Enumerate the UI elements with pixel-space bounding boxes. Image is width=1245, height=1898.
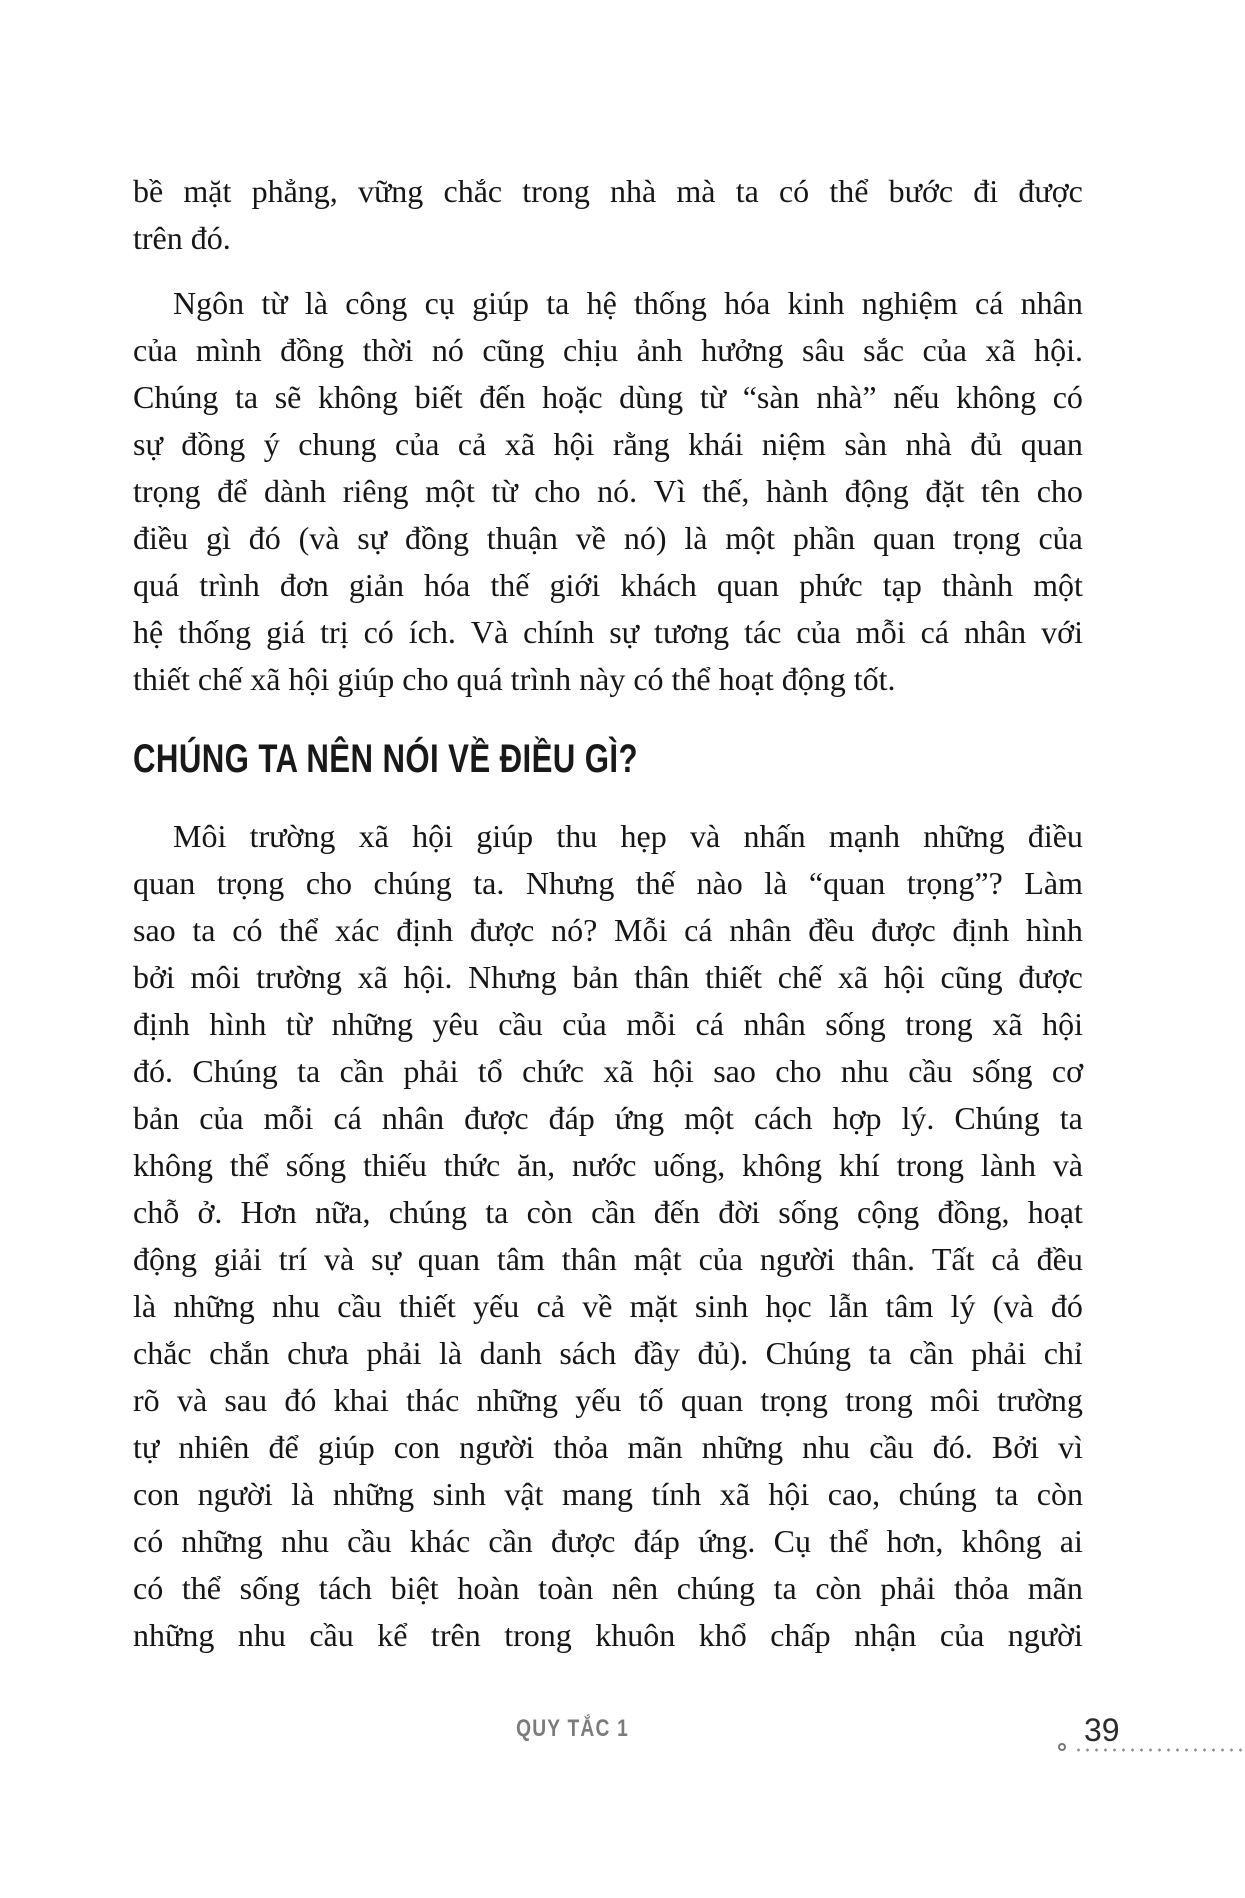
text-line: Ngôn từ là công cụ giúp ta hệ thống hóa kinh nghiệm cá nhân	[173, 285, 1083, 321]
text-line: động giải trí và sự quan tâm thân mật của người thân. Tất cả đều	[133, 1241, 1083, 1277]
text-line: tự nhiên để giúp con người thỏa mãn những nhu cầu đó. Bởi vì	[133, 1429, 1083, 1465]
dotted-divider	[1074, 1748, 1245, 1752]
text-line: không thể sống thiếu thức ăn, nước uống, không khí trong lành và	[133, 1147, 1083, 1183]
text-line: đó. Chúng ta cần phải tổ chức xã hội sao cho nhu cầu sống cơ	[133, 1053, 1083, 1089]
text-line: bề mặt phẳng, vững chắc trong nhà mà ta có thể bước đi được	[133, 173, 1083, 209]
text-line: sự đồng ý chung của cả xã hội rằng khái niệm sàn nhà đủ quan	[133, 426, 1083, 462]
text-line: thiết chế xã hội giúp cho quá trình này có thể hoạt động tốt.	[133, 661, 896, 697]
text-line: Môi trường xã hội giúp thu hẹp và nhấn mạnh những điều	[173, 818, 1083, 854]
text-line: rõ và sau đó khai thác những yếu tố quan trọng trong môi trường	[133, 1382, 1083, 1418]
paragraph	[133, 813, 1083, 1659]
section-heading	[133, 733, 1083, 785]
text-line: quá trình đơn giản hóa thế giới khách quan phức tạp thành một	[133, 567, 1083, 603]
text-block	[133, 168, 1083, 1659]
text-line: sao ta có thể xác định được nó? Mỗi cá nhân đều được định hình	[133, 912, 1083, 948]
text-line: điều gì đó (và sự đồng thuận về nó) là một phần quan trọng của	[133, 520, 1083, 556]
section-heading-text: CHÚNG TA NÊN NÓI VỀ ĐIỀU GÌ?	[133, 737, 638, 781]
text-line: chỗ ở. Hơn nữa, chúng ta còn cần đến đời sống cộng đồng, hoạt	[133, 1194, 1083, 1230]
text-line: Chúng ta sẽ không biết đến hoặc dùng từ “sàn nhà” nếu không có	[133, 379, 1083, 415]
text-line: là những nhu cầu thiết yếu cả về mặt sinh học lẫn tâm lý (và đó	[133, 1288, 1083, 1324]
text-line: con người là những sinh vật mang tính xã hội cao, chúng ta còn	[133, 1476, 1083, 1512]
text-line: định hình từ những yêu cầu của mỗi cá nhân sống trong xã hội	[133, 1006, 1083, 1042]
text-line: có thể sống tách biệt hoàn toàn nên chúng ta còn phải thỏa mãn	[133, 1570, 1083, 1606]
running-title	[453, 1712, 693, 1746]
paragraph	[133, 280, 1083, 703]
page-number: 39	[1084, 1712, 1120, 1748]
running-title-text: QUY TẮC 1	[516, 1715, 630, 1742]
text-line: trên đó.	[133, 220, 231, 256]
text-line: quan trọng cho chúng ta. Nhưng thế nào là “quan trọng”? Làm	[133, 865, 1083, 901]
text-line: của mình đồng thời nó cũng chịu ảnh hưởng sâu sắc của xã hội.	[133, 332, 1083, 368]
text-line: bởi môi trường xã hội. Nhưng bản thân thiết chế xã hội cũng được	[133, 959, 1083, 995]
text-line: hệ thống giá trị có ích. Và chính sự tương tác của mỗi cá nhân với	[133, 614, 1083, 650]
text-line: có những nhu cầu khác cần được đáp ứng. Cụ thể hơn, không ai	[133, 1523, 1083, 1559]
text-line: những nhu cầu kể trên trong khuôn khổ chấp nhận của người	[133, 1617, 1083, 1653]
text-line: trọng để dành riêng một từ cho nó. Vì thế, hành động đặt tên cho	[133, 473, 1083, 509]
text-line: bản của mỗi cá nhân được đáp ứng một cách hợp lý. Chúng ta	[133, 1100, 1083, 1136]
text-line: chắc chắn chưa phải là danh sách đầy đủ). Chúng ta cần phải chỉ	[133, 1335, 1083, 1371]
paragraph	[133, 168, 1083, 262]
circle-marker-icon	[1058, 1743, 1066, 1751]
